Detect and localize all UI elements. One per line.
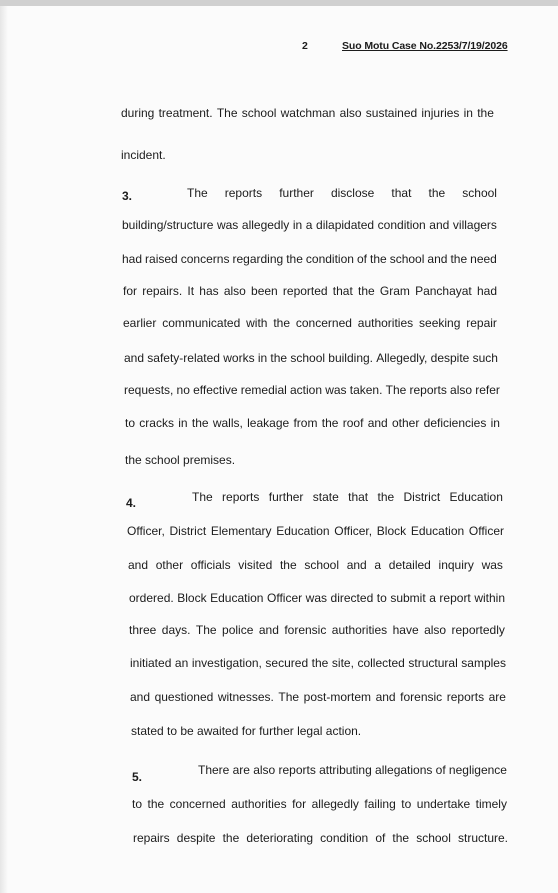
word: allegations <box>375 763 433 777</box>
word: and <box>128 558 149 572</box>
word: questioned <box>154 690 214 704</box>
word: Block <box>376 524 407 538</box>
word: inquiry <box>438 558 474 572</box>
word: school <box>290 351 326 365</box>
word: repair <box>466 316 497 330</box>
word: concerns <box>180 252 230 266</box>
word: days. <box>161 623 191 637</box>
word: that <box>332 284 353 298</box>
body-line: incident. <box>121 148 166 162</box>
word: allegedly <box>311 797 359 811</box>
word: also <box>223 284 246 298</box>
body-line <box>122 252 497 266</box>
word: reported <box>282 284 328 298</box>
word: in <box>490 416 500 430</box>
word: deficiencies <box>423 416 487 430</box>
word: Education <box>449 490 503 504</box>
page-number: 2 <box>302 40 308 52</box>
word: has <box>199 284 219 298</box>
word: reports <box>222 490 260 504</box>
word: visited <box>238 558 273 572</box>
word: the <box>369 252 387 266</box>
word: reports <box>278 763 316 777</box>
body-line <box>129 591 505 605</box>
word: sustained <box>365 106 418 120</box>
body-line <box>128 558 503 572</box>
word: Officer, <box>334 524 373 538</box>
word: to <box>401 797 412 811</box>
word: the <box>477 106 494 120</box>
word: the <box>279 558 297 572</box>
word: failing <box>364 797 396 811</box>
word: Panchayat <box>415 284 472 298</box>
paragraph-number: 5. <box>132 770 143 784</box>
word: samples <box>461 656 506 670</box>
word: despite <box>430 351 470 365</box>
word: of <box>356 252 367 266</box>
body-line <box>130 690 506 704</box>
word: Gram <box>379 284 410 298</box>
word: taken. <box>349 383 383 397</box>
word: structural <box>408 656 458 670</box>
word: the <box>377 490 395 504</box>
word: state <box>312 490 339 504</box>
word: submit <box>390 591 426 605</box>
body-line <box>123 284 497 298</box>
word: other <box>392 416 420 430</box>
word: no <box>176 383 190 397</box>
word: and <box>367 416 388 430</box>
word: need <box>470 252 497 266</box>
body-line <box>133 831 508 845</box>
word: police <box>222 623 254 637</box>
paragraph-first-line <box>187 186 497 200</box>
word: a <box>374 558 382 572</box>
word: such <box>472 351 498 365</box>
word: regarding <box>232 252 284 266</box>
word: District <box>403 490 441 504</box>
word: and <box>346 558 367 572</box>
word: safety-related <box>147 351 220 365</box>
word: forensic <box>400 690 443 704</box>
word: the <box>321 416 339 430</box>
paragraph-first-line <box>192 490 503 504</box>
body-line <box>129 623 505 637</box>
word: and <box>427 252 448 266</box>
paragraph-first-line <box>198 763 507 777</box>
word: deteriorating <box>246 831 314 845</box>
word: and <box>429 218 450 232</box>
word: the <box>270 351 288 365</box>
word: officials <box>190 558 231 572</box>
word: report <box>439 591 471 605</box>
body-line <box>125 416 500 430</box>
word: action <box>289 383 323 397</box>
word: structure. <box>457 831 508 845</box>
word: concerned <box>295 316 352 330</box>
word: It <box>187 284 195 298</box>
word: directed <box>330 591 374 605</box>
word: raised <box>145 252 178 266</box>
word: also <box>253 763 276 777</box>
word: are <box>232 763 250 777</box>
word: for <box>292 797 307 811</box>
word: was <box>216 218 239 232</box>
word: school <box>304 558 340 572</box>
word: communicated <box>162 316 241 330</box>
body-line <box>122 218 497 232</box>
word: the <box>392 831 410 845</box>
word: attributing <box>319 763 372 777</box>
word: Officer, <box>127 524 165 538</box>
word: District <box>169 524 207 538</box>
word: Officer <box>468 524 504 538</box>
word: Education <box>410 524 465 538</box>
word: was <box>305 591 328 605</box>
word: and <box>258 623 279 637</box>
body-line <box>132 797 507 811</box>
word: reportedly <box>451 623 505 637</box>
word: authorities <box>357 316 414 330</box>
word: treatment. <box>158 106 213 120</box>
word: that <box>348 490 369 504</box>
word: from <box>293 416 318 430</box>
word: concerned <box>169 797 226 811</box>
body-line: the school premises. <box>125 453 236 467</box>
word: leakage <box>247 416 290 430</box>
word: villagers <box>452 218 497 232</box>
word: collected <box>357 656 405 670</box>
word: in <box>178 416 188 430</box>
word: other <box>155 558 184 572</box>
word: the <box>191 416 209 430</box>
word: Block <box>177 591 207 605</box>
word: There <box>198 763 230 777</box>
word: building. <box>328 351 373 365</box>
word: despite <box>176 831 216 845</box>
word: initiated <box>130 656 172 670</box>
word: three <box>129 623 157 637</box>
word: The <box>195 623 217 637</box>
word: also <box>424 623 447 637</box>
word: had <box>476 284 497 298</box>
word: forensic <box>284 623 327 637</box>
paragraph-number: 4. <box>126 496 137 510</box>
word: and <box>124 351 145 365</box>
word: reports <box>409 383 447 397</box>
word: walls, <box>212 416 243 430</box>
word: to <box>125 416 136 430</box>
paragraph-number: 3. <box>122 189 133 203</box>
word: within <box>474 591 505 605</box>
word: school <box>389 252 425 266</box>
word: are <box>488 690 506 704</box>
word: reports <box>224 186 263 200</box>
word: the <box>273 316 291 330</box>
word: timely <box>475 797 507 811</box>
word: further <box>268 490 304 504</box>
word: Education <box>210 591 264 605</box>
word: in <box>257 351 268 365</box>
word: and <box>130 690 151 704</box>
body-line <box>127 524 504 538</box>
word: The <box>192 490 213 504</box>
word: to <box>132 797 143 811</box>
word: have <box>392 623 419 637</box>
word: watchman <box>280 106 336 120</box>
word: condition <box>320 831 369 845</box>
word: the <box>428 186 446 200</box>
word: of <box>375 831 386 845</box>
page-header <box>0 40 558 56</box>
word: the <box>358 284 375 298</box>
word: dilapidated <box>316 218 375 232</box>
word: secured <box>265 656 309 670</box>
word: school <box>462 186 497 200</box>
body-line: stated to be awaited for further legal action. <box>131 724 362 738</box>
word: site, <box>331 656 354 670</box>
word: ordered. <box>129 591 174 605</box>
word: the <box>286 252 303 266</box>
body-line <box>121 106 494 120</box>
word: in <box>292 218 303 232</box>
word: disclose <box>330 186 375 200</box>
word: seeking <box>419 316 461 330</box>
word: earlier <box>123 316 157 330</box>
word: was <box>325 383 347 397</box>
page-edge-shadow <box>0 6 8 893</box>
word: authorities <box>331 623 388 637</box>
word: post-mortem <box>303 690 372 704</box>
case-number: Suo Motu Case No.2253/7/19/2026 <box>342 40 508 52</box>
word: detailed <box>388 558 431 572</box>
word: remedial <box>240 383 287 397</box>
word: been <box>251 284 278 298</box>
word: authorities <box>231 797 287 811</box>
word: works <box>223 351 255 365</box>
word: injuries <box>421 106 460 120</box>
word: for <box>123 284 138 298</box>
word: Elementary <box>210 524 272 538</box>
word: repairs <box>133 831 170 845</box>
word: repairs. <box>142 284 183 298</box>
word: requests, <box>124 383 174 397</box>
word: The <box>278 690 300 704</box>
word: further <box>279 186 314 200</box>
word: condition <box>377 218 426 232</box>
word: school <box>416 831 451 845</box>
word: The <box>385 383 407 397</box>
word: witnesses. <box>217 690 274 704</box>
word: the <box>450 252 468 266</box>
body-line <box>124 351 498 365</box>
word: the <box>311 656 329 670</box>
word: and <box>375 690 396 704</box>
word: an <box>174 656 189 670</box>
word: to <box>376 591 387 605</box>
word: had <box>122 252 143 266</box>
word: effective <box>193 383 238 397</box>
body-line <box>123 316 497 330</box>
word: allegedly <box>241 218 290 232</box>
word: during <box>121 106 155 120</box>
word: of <box>435 763 446 777</box>
word: also <box>339 106 362 120</box>
word: condition <box>305 252 354 266</box>
word: negligence <box>448 763 507 777</box>
word: in <box>463 106 473 120</box>
word: investigation, <box>191 656 262 670</box>
word: the <box>222 831 240 845</box>
word: a <box>305 218 313 232</box>
body-line <box>130 656 506 670</box>
word: also <box>450 383 473 397</box>
word: a <box>429 591 436 605</box>
word: undertake <box>416 797 471 811</box>
body-line <box>124 383 500 397</box>
word: Education <box>276 524 330 538</box>
word: building/structure <box>122 218 214 232</box>
word: with <box>246 316 268 330</box>
word: the <box>147 797 165 811</box>
word: refer <box>475 383 500 397</box>
word: reports <box>446 690 485 704</box>
word: The <box>216 106 238 120</box>
word: was <box>481 558 503 572</box>
word: Allegedly, <box>376 351 428 365</box>
word: roof <box>342 416 364 430</box>
word: school <box>241 106 277 120</box>
word: cracks <box>139 416 174 430</box>
word: that <box>391 186 412 200</box>
word: Officer <box>267 591 303 605</box>
word: The <box>187 186 208 200</box>
